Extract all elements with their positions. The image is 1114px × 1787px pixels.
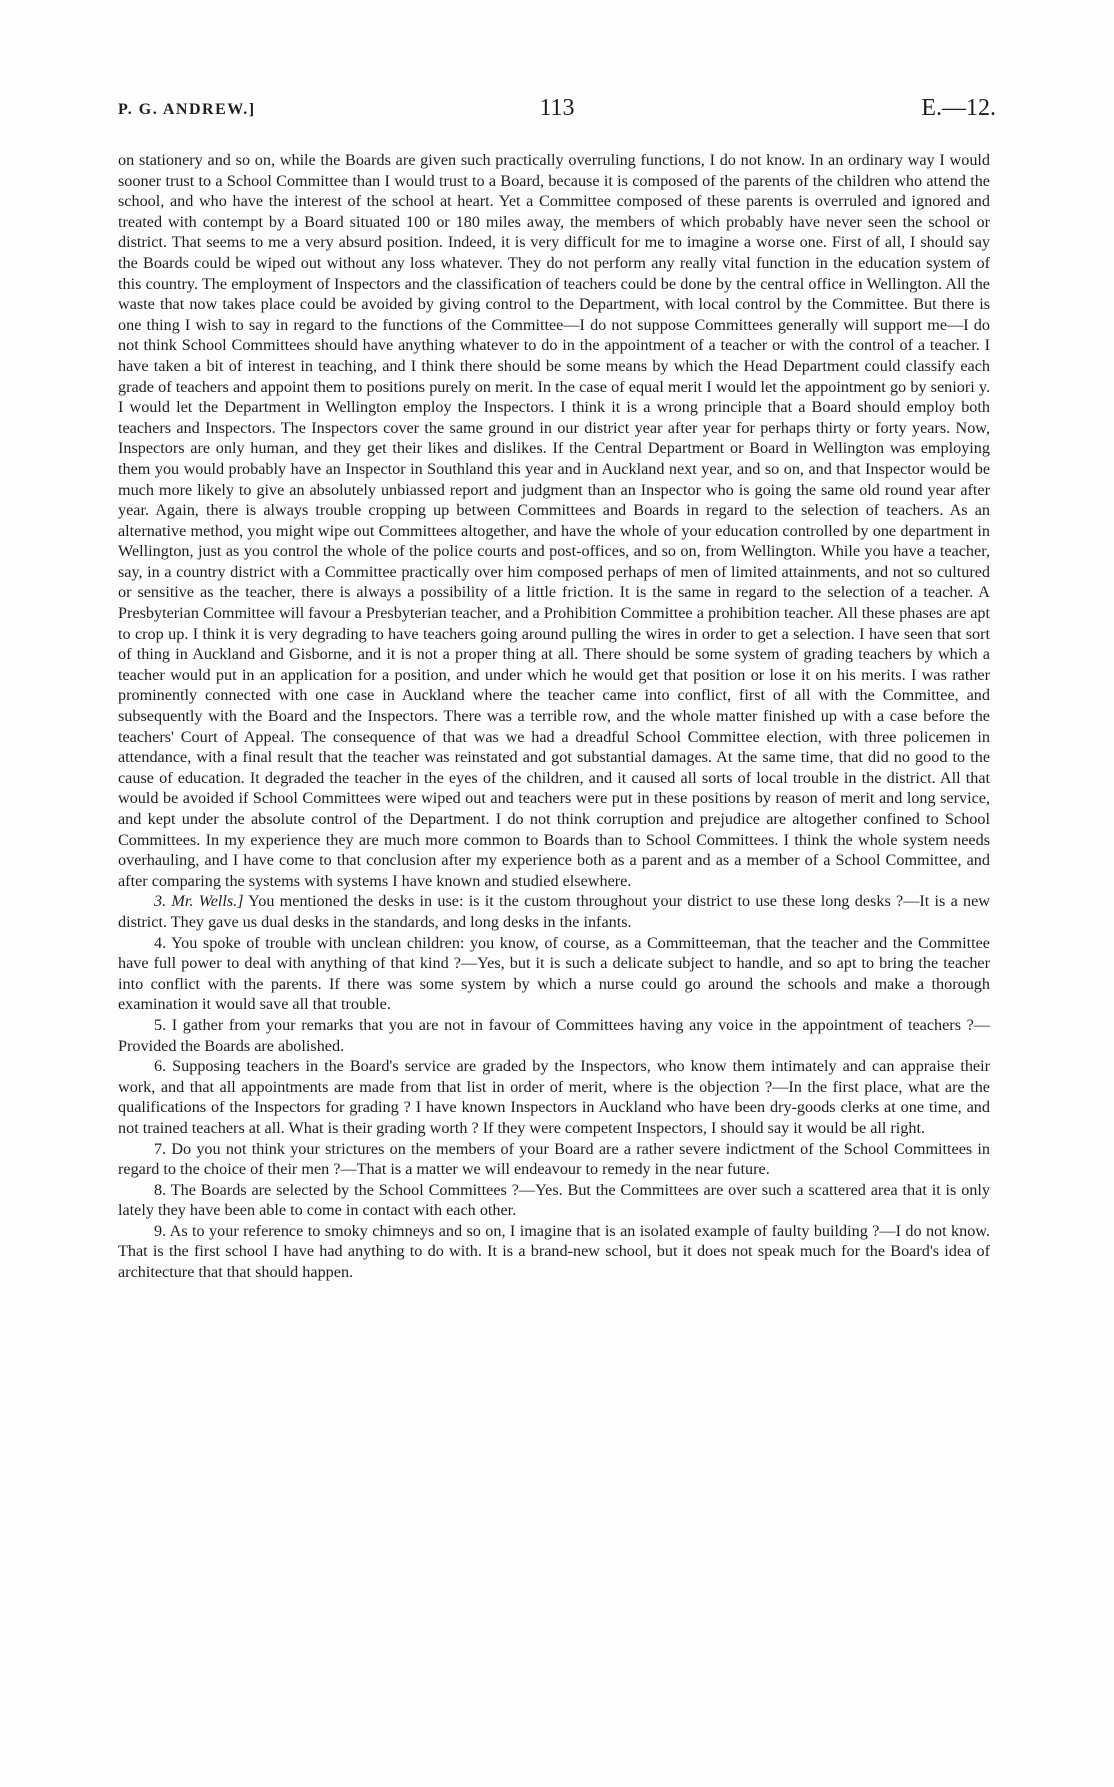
question-3 (118, 891, 990, 932)
page-number: 113 (539, 95, 575, 121)
page-header (118, 95, 996, 129)
question-7: 7. Do you not think your strictures on the members of your Board are a rather severe indictment of the School Committees in regard to the choice of their men ?—That is a matter we will endeavour to remedy in the near future. (118, 1139, 990, 1179)
document-reference: E.—12. (921, 95, 996, 121)
question-text: You mentioned the desks in use: is it the custom throughout your district to use these long desks ?—It is a new district. They gave us dual desks in the standards, and long desks in the infants. (118, 892, 990, 931)
witness-name: P. G. ANDREW.] (118, 101, 256, 118)
document-body (118, 150, 990, 1283)
question-9: 9. As to your reference to smoky chimneys and so on, I imagine that is an isolated example of faulty building ?—I do not know. That is the first school I have had anything to do with. It is a brand-new school, but it does not speak much for the Board's idea of architecture that that should happen. (118, 1221, 990, 1282)
question-speaker: 3. Mr. Wells.] (154, 892, 244, 911)
question-6: 6. Supposing teachers in the Board's service are graded by the Inspectors, who know them intimately and can appraise their work, and that all appointments are made from that list in order of merit, where is the objection ?—In the first place, what are the qualifications of the Inspectors for grading ? I have known Inspectors in Auckland who have been dry-goods clerks at one time, and not trained teachers at all. What is their grading worth ? If they were competent Inspectors, I should say it would be all right. (118, 1057, 990, 1137)
question-8: 8. The Boards are selected by the School Committees ?—Yes. But the Committees are over such a scattered area that it is only lately they have been able to come in contact with each other. (118, 1180, 990, 1220)
paragraph-continuation: on stationery and so on, while the Boards are given such practically overruling functions, I do not know. In an ordinary way I would sooner trust to a School Committee than I would trust to a Board, because it is composed of the parents of the children who attend the school, and who have the interest of the school at heart. Yet a Committee composed of these parents is overruled and ignored and treated with contempt by a Board situated 100 or 180 miles away, the members of which probably have never seen the school or district. That seems to me a very absurd position. Indeed, it is very difficult for me to imagine a worse one. First of all, I should say the Boards could be wiped out without any loss whatever. They do not perform any really vital function in the education system of this country. The employment of Inspectors and the classification of teachers could be done by the central office in Wellington. All the waste that now takes place could be avoided by giving control to the Department, with local control by the Committee. But there is one thing I wish to say in regard to the functions of the Committee—I do not suppose Committees generally will support me—I do not think School Committees should have anything whatever to do in the appointment of a teacher or with the control of a teacher. I have taken a bit of interest in teaching, and I think there should be some means by which the Head Department could classify each grade of teachers and appoint them to positions purely on merit. In the case of equal merit I would let the appointment go by seniori y. I would let the Department in Wellington employ the Inspectors. I think it is a wrong principle that a Board should employ both teachers and Inspectors. The Inspectors cover the same ground in our district year after year for perhaps thirty or forty years. Now, Inspectors are only human, and they get their likes and dislikes. If the Central Department or Board in Wellington was employing them you would probably have an Inspector in Southland this year and in Auckland next year, and so on, and that Inspector would be much more likely to give an absolutely unbiassed report and judgment than an Inspector who is going the same old round year after year. Again, there is always trouble cropping up between Committees and Boards in regard to the selection of teachers. As an alternative method, you might wipe out Committees altogether, and have the whole of your education controlled by one department in Wellington, just as you control the whole of the police courts and post-offices, and so on, from Wellington. While you have a teacher, say, in a country district with a Committee practically over him composed perhaps of men of limited attainments, and not so cultured or sensitive as the teacher, there is always a possibility of a little friction. It is the same in regard to the selection of a teacher. A Presbyterian Committee will favour a Presbyterian teacher, and a Prohibition Committee a prohibition teacher. All these phases are apt to crop up. I think it is very degrading to have teachers going around pulling the wires in order to get a selection. I have seen that sort of thing in Auckland and Gisborne, and it is not a proper thing at all. There should be some system of grading teachers by which a teacher would put in an application for a position, and under which he would get that position or lose it on his merits. I was rather prominently connected with one case in Auckland where the teacher came into conflict, first of all with the Committee, and subsequently with the Board and the Inspectors. There was a terrible row, and the whole matter finished up with a case before the teachers' Court of Appeal. The consequence of that was we had a dreadful School Committee election, with three policemen in attendance, with a final result that the teacher was reinstated and got substantial damages. At the same time, that did no good to the cause of education. It degraded the teacher in the eyes of the children, and it caused all sorts of local trouble in the district. All that would be avoided if School Committees were wiped out and teachers were put in these positions by reason of merit and long service, and kept under the absolute control of the Department. I do not think corruption and prejudice are altogether confined to School Committees. In my experience they are much more common to Boards than to School Committees. I think the whole system needs overhauling, and I have come to that conclusion after my experience both as a parent and as a member of a School Committee, and after comparing the systems with systems I have known and studied elsewhere. (118, 151, 990, 890)
question-4: 4. You spoke of trouble with unclean children: you know, of course, as a Committeeman, that the teacher and the Committee have full power to deal with anything of that kind ?—Yes, but it is such a delicate subject to handle, and so apt to bring the teacher into conflict with the parents. If there was some system by which a nurse could go around the schools and make a thorough examination it would save all that trouble. (118, 933, 990, 1014)
question-5: 5. I gather from your remarks that you are not in favour of Committees having any voice in the appointment of teachers ?—Provided the Boards are abolished. (118, 1015, 990, 1055)
